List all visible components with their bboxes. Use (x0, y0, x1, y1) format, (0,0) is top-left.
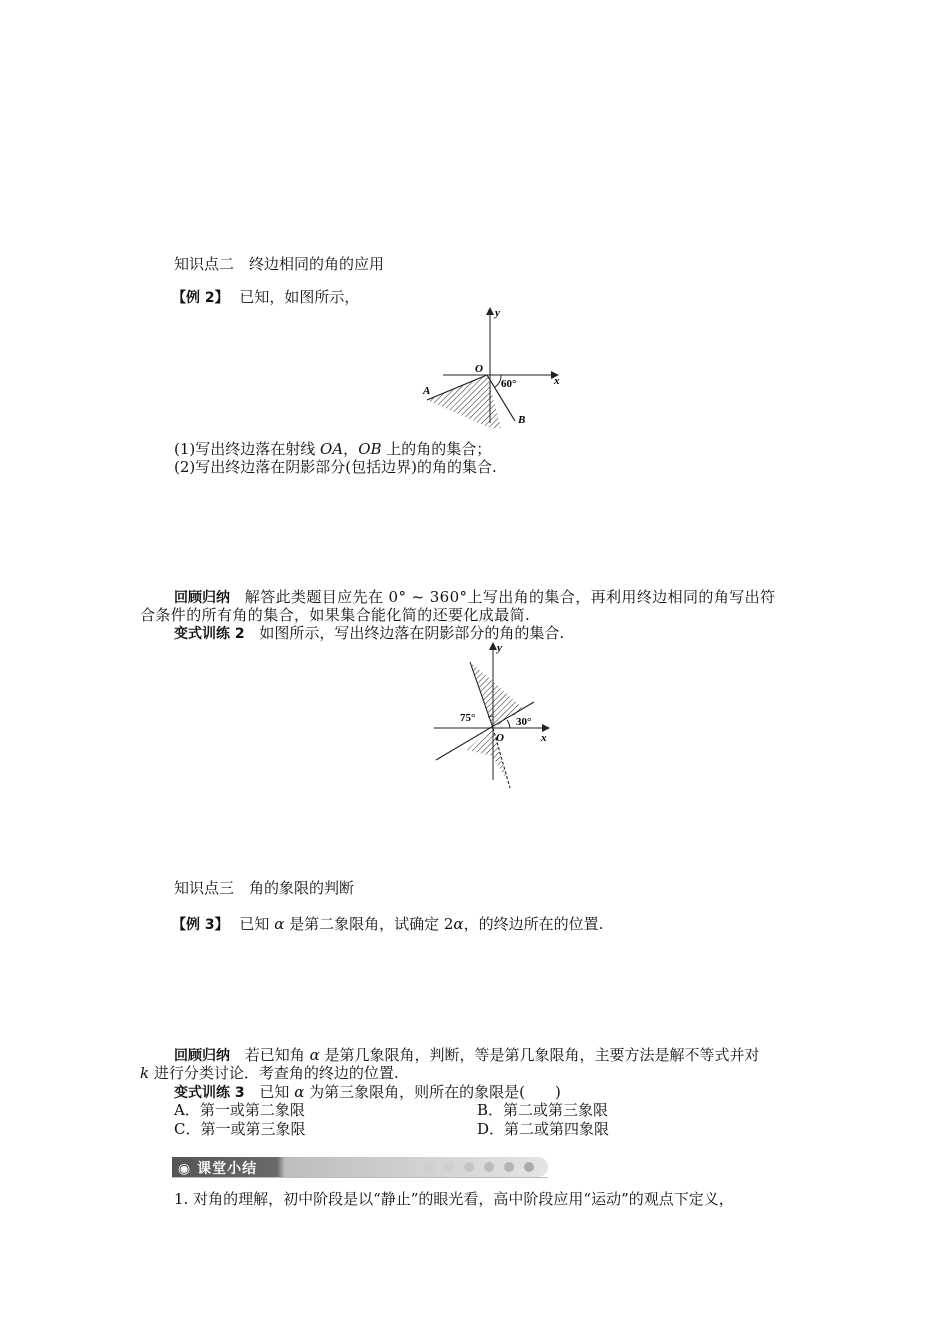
drill-tag: 变式训练 3 (174, 1085, 245, 1101)
label-o: O (475, 363, 483, 375)
label-x: x (554, 375, 560, 387)
drill-2: 变式训练 2 如图所示，写出终边落在阴影部分的角的集合. (174, 624, 565, 642)
summary-line-1: 1. 对角的理解，初中阶段是以“静止”的眼光看，高中阶段应用“运动”的观点下定义， (174, 1190, 734, 1208)
question-1: (1)写出终边落在射线 OA，OB 上的角的集合； (174, 440, 492, 458)
example-tag: 【例 2】 (172, 290, 229, 306)
example-3: 【例 3】 已知 α 是第二象限角，试确定 2α，的终边所在的位置. (172, 915, 604, 933)
label-x: x (541, 732, 547, 744)
question-2: (2)写出终边落在阴影部分(包括边界)的角的集合. (174, 458, 497, 476)
section-heading-3: 知识点三 角的象限的判断 (174, 879, 355, 897)
drill-3: 变式训练 3 已知 α 为第三象限角，则所在的象限是( ) (174, 1083, 561, 1101)
example-text: 已知，如图所示， (239, 288, 360, 306)
label-30: 30° (516, 716, 532, 728)
label-75: 75° (460, 712, 476, 724)
review-3-line1: 回顾归纳 若已知角 α 是第几象限角，判断，等是第几象限角，主要方法是解不等式并对 (174, 1046, 760, 1064)
review-2-line1: 回顾归纳 解答此类题目应先在 0° ~ 360°上写出角的集合，再利用终边相同的角写出符 (174, 588, 776, 606)
review-tag: 回顾归纳 (174, 1048, 230, 1064)
review-2-line2: 合条件的所有角的集合，如果集合能化简的还要化成最简. (140, 606, 531, 624)
label-y: y (497, 642, 502, 654)
angle-arc-30 (507, 720, 510, 728)
option-a: A．第一或第二象限 (174, 1101, 305, 1119)
review-tag: 回顾归纳 (174, 590, 230, 606)
label-angle: 60° (501, 378, 517, 390)
option-b: B．第二或第三象限 (477, 1101, 609, 1119)
example-tag: 【例 3】 (172, 917, 229, 933)
summary-divider (172, 1177, 548, 1178)
label-y: y (495, 307, 500, 319)
label-b: B (518, 414, 526, 426)
decor-dot-icon (484, 1162, 494, 1172)
figure-2-diagram (430, 640, 560, 788)
label-a: A (423, 385, 431, 397)
option-d: D．第二或第四象限 (477, 1120, 610, 1138)
summary-banner (172, 1157, 548, 1177)
option-c: C．第一或第三象限 (174, 1120, 306, 1138)
drill-tag: 变式训练 2 (174, 626, 245, 642)
decor-dot-icon (424, 1162, 434, 1172)
decor-dot-icon (524, 1162, 534, 1172)
decor-dot-icon (504, 1162, 514, 1172)
section-heading-2: 知识点二 终边相同的角的应用 (174, 255, 385, 273)
decor-dot-icon (464, 1162, 474, 1172)
example-2 (172, 288, 359, 307)
summary-title: ◉ 课堂小结 (178, 1161, 258, 1177)
review-3-line2: k 进行分类讨论．考查角的终边的位置. (140, 1064, 399, 1082)
figure-1-diagram (415, 303, 575, 433)
decor-dot-icon (444, 1162, 454, 1172)
label-o: O (496, 732, 504, 744)
